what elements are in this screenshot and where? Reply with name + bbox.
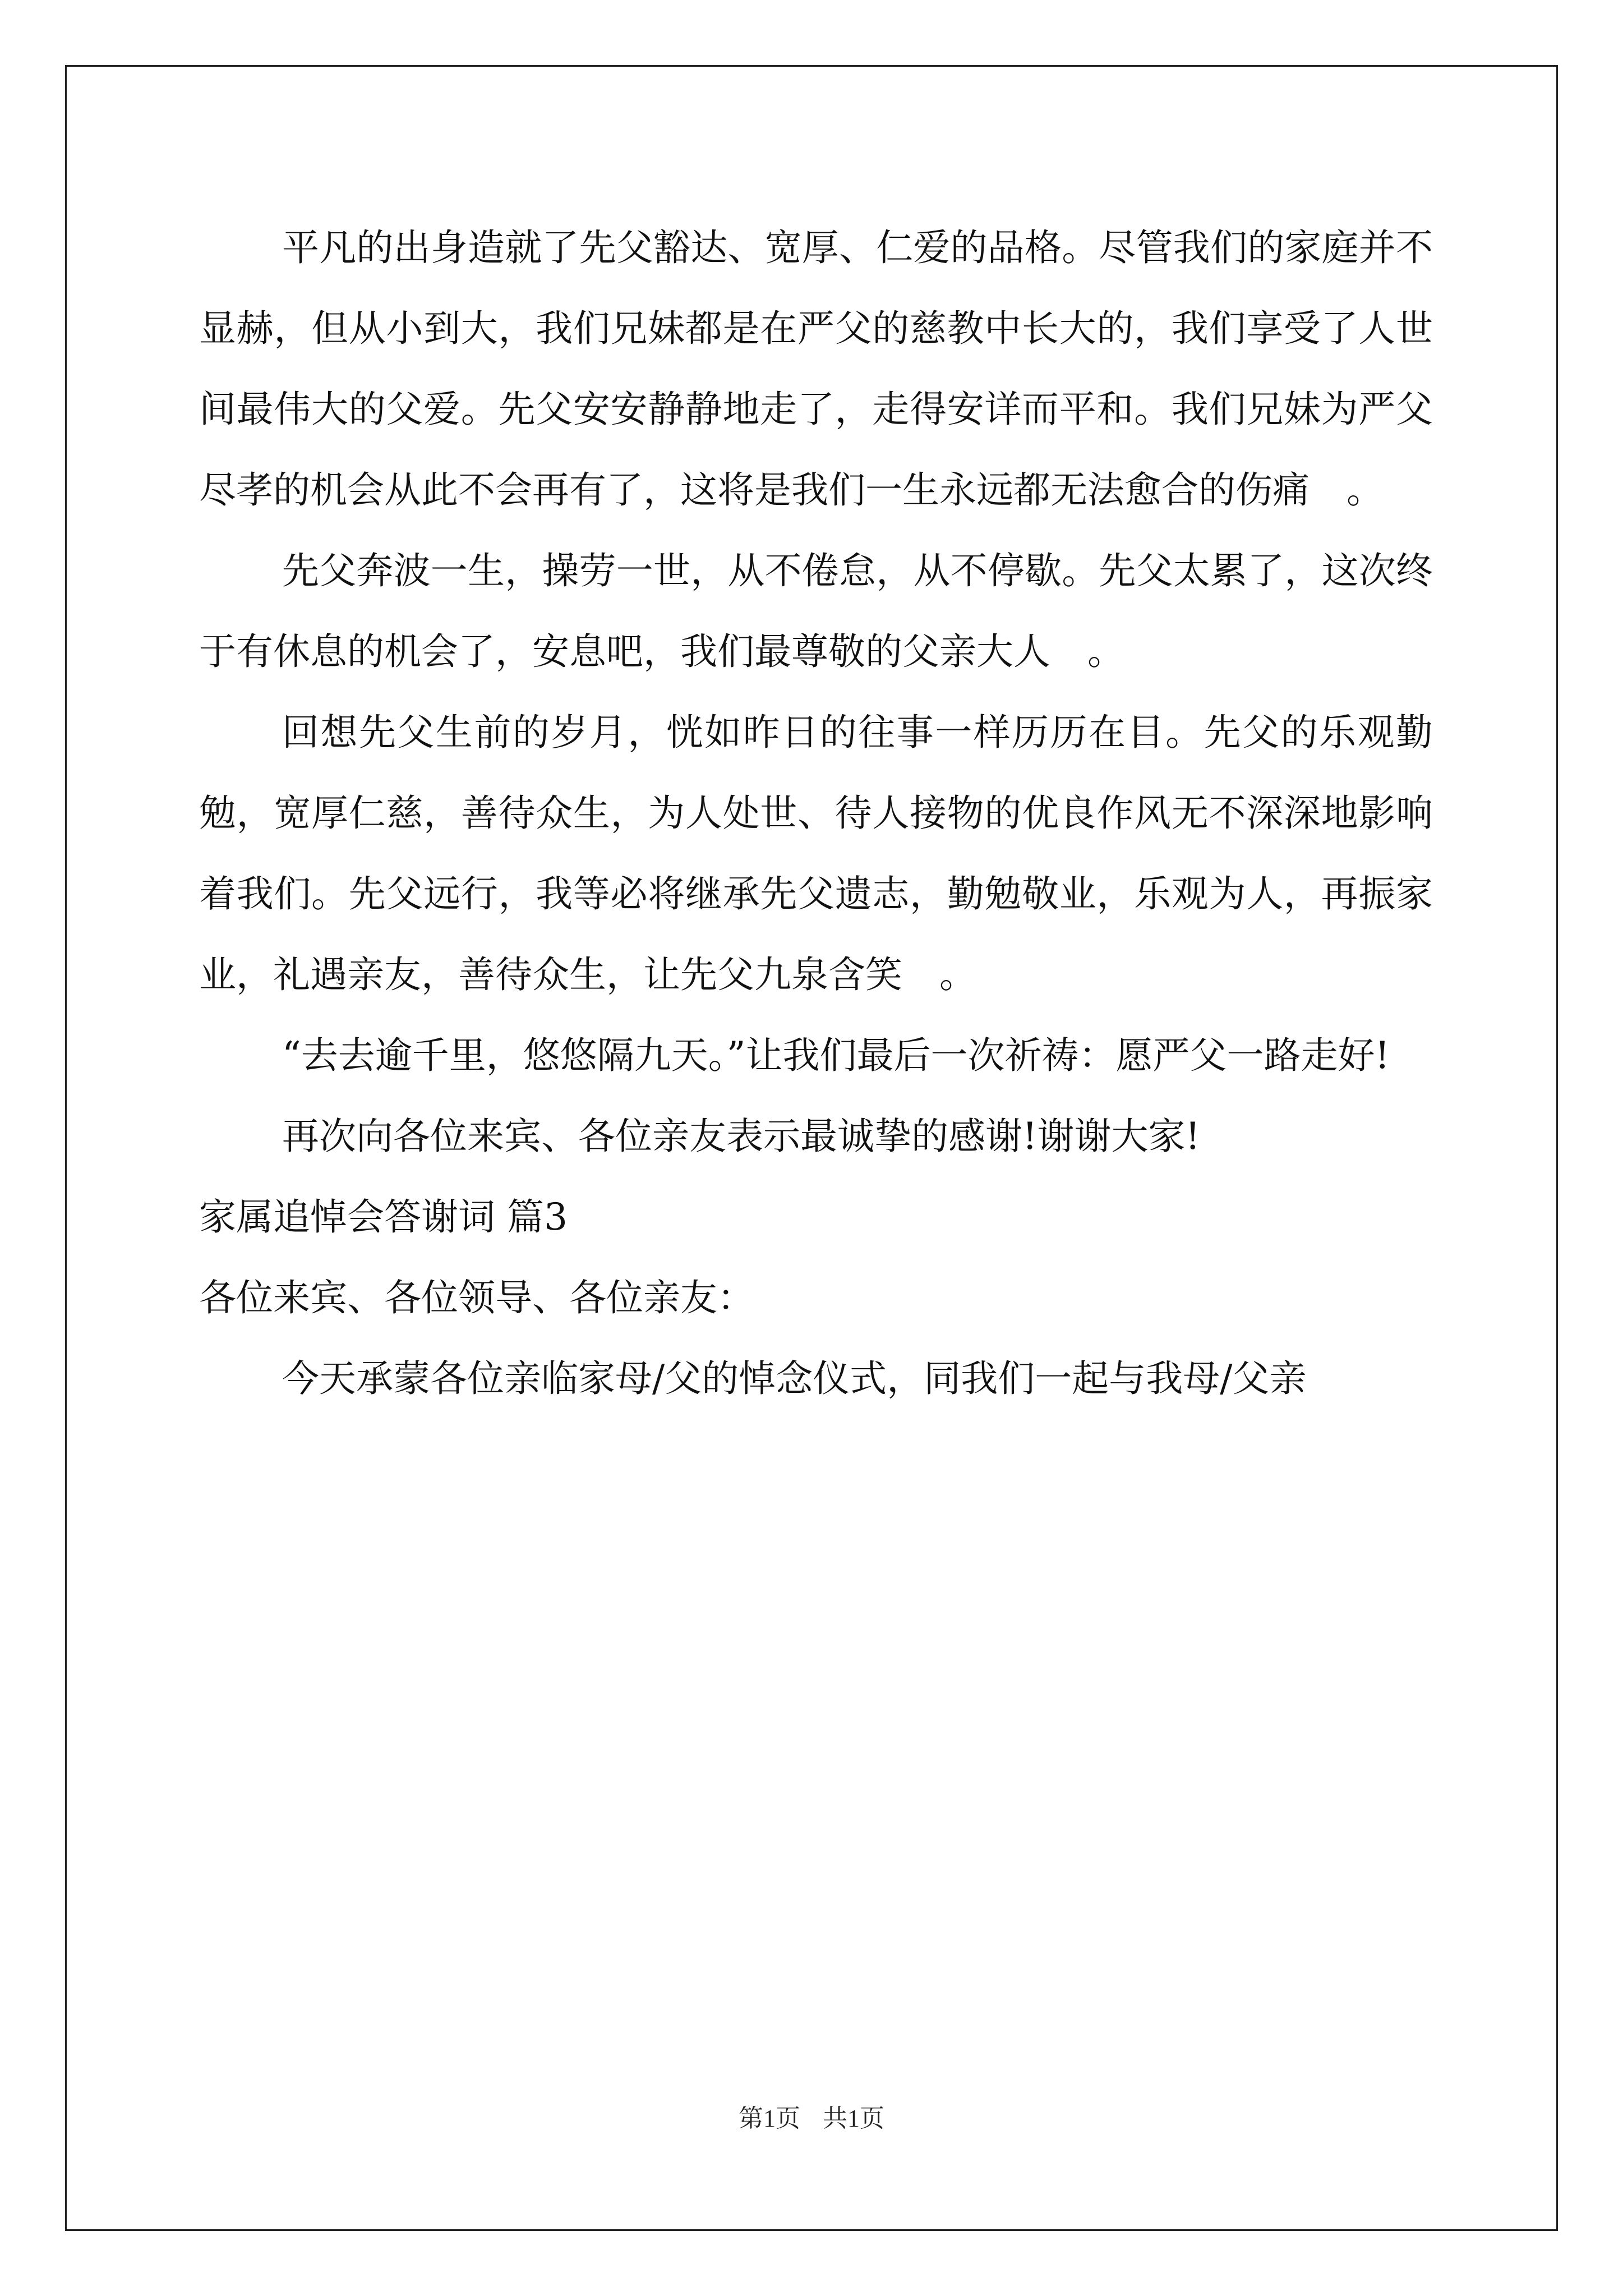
paragraph-6: 今天承蒙各位亲临家母/父的悼念仪式，同我们一起与我母/父亲 — [282, 1357, 1307, 1400]
page-total: 共1页 — [823, 2105, 884, 2132]
salutation: 各位来宾、各位领导、各位亲友： — [199, 1276, 754, 1319]
paragraph-3: 回想先父生前的岁月，恍如昨日的往事一样历历在目。先父的乐观勤勉，宽厚仁慈，善待众生，为人处世、待人接物的优良作风无不深深地影响着我们。先父远行，我等必将继承先父遗志，勤勉敬业，乐观为人，再振家业，礼遇亲友，善待众生，让先父九泉含笑 。 — [199, 711, 1433, 996]
paragraph-4: “去去逾千里，悠悠隔九天。”让我们最后一次祈祷：愿严父一路走好! — [282, 1034, 1390, 1077]
paragraph-2: 先父奔波一生，操劳一世，从不倦怠，从不停歇。先父太累了，这次终于有休息的机会了，安息吧，我们最尊敬的父亲大人 。 — [199, 549, 1433, 673]
section-title: 家属追悼会答谢词 篇3 — [199, 1195, 568, 1239]
page-footer — [0, 2098, 1623, 2134]
document-body — [199, 208, 1433, 1419]
paragraph-5: 再次向各位来宾、各位亲友表示最诚挚的感谢!谢谢大家! — [282, 1115, 1201, 1158]
page-number: 第1页 — [739, 2105, 800, 2132]
paragraph-1: 平凡的出身造就了先父豁达、宽厚、仁爱的品格。尽管我们的家庭并不显赫，但从小到大，我们兄妹都是在严父的慈教中长大的，我们享受了人世间最伟大的父爱。先父安安静静地走了，走得安详而平和。我们兄妹为严父尽孝的机会从此不会再有了，这将是我们一生永远都无法愈合的伤痛 。 — [199, 226, 1433, 512]
